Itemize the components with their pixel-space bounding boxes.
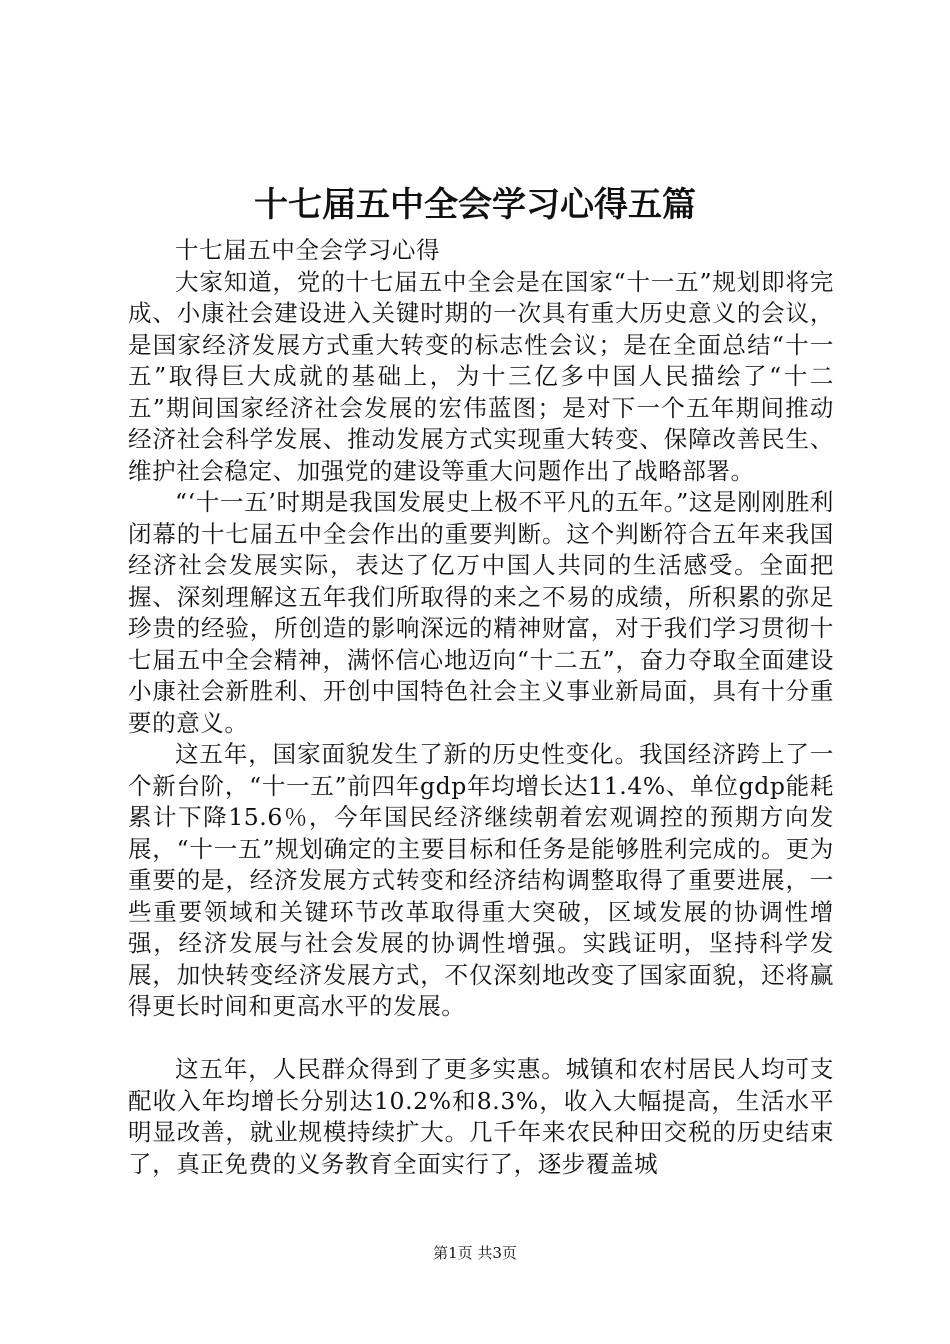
section-heading: 十七届五中全会学习心得 (175, 236, 441, 264)
paragraph: 大家知道，党的十七届五中全会是在国家“十一五”规划即将完成、小康社会建设进入关键时期的一次具有重大历史意义的会议，是国家经济发展方式重大转变的标志性会议；是在全面总结“十一五”取得巨大成就的基础上，为十三亿多中国人民描绘了“十二五”期间国家经济社会发展的宏伟蓝图；是对下一个五年期间推动经济社会科学发展、推动发展方式实现重大转变、保障改善民生、维护社会稳定、加强党的建设等重大问题作出了战略部署。 (128, 267, 834, 485)
page-footer: 第1页 共3页 (433, 1244, 517, 1262)
paragraph: 这五年，人民群众得到了更多实惠。城镇和农村居民人均可支配收入年均增长分别达10.2%和8.3%，收入大幅提高，生活水平明显改善，就业规模持续扩大。几千年来农民种田交税的历史结束了，真正免费的义务教育全面实行了，逐步覆盖城 (128, 1055, 834, 1178)
paragraph: “‘十一五’时期是我国发展史上极不平凡的五年。”这是刚刚胜利闭幕的十七届五中全会作出的重要判断。这个判断符合五年来我国经济社会发展实际，表达了亿万中国人共同的生活感受。全面把握、深刻理解这五年我们所取得的来之不易的成绩，所积累的弥足珍贵的经验，所创造的影响深远的精神财富，对于我们学习贯彻十七届五中全会精神，满怀信心地迈向“十二五”，奋力夺取全面建设小康社会新胜利、开创中国特色社会主义事业新局面，具有十分重要的意义。 (128, 488, 834, 737)
paragraph: 这五年，国家面貌发生了新的历史性变化。我国经济跨上了一个新台阶，“十一五”前四年gdp年均增长达11.4%、单位gdp能耗累计下降15.6％，今年国民经济继续朝着宏观调控的预期方向发展，“十一五”规划确定的主要目标和任务是能够胜利完成的。更为重要的是，经济发展方式转变和经济结构调整取得了重要进展，一些重要领域和关键环节改革取得重大突破，区域发展的协调性增强，经济发展与社会发展的协调性增强。实践证明，坚持科学发展，加快转变经济发展方式，不仅深刻地改变了国家面貌，还将赢得更长时间和更高水平的发展。 (128, 740, 834, 1020)
document-body (128, 235, 834, 1180)
document-title: 十七届五中全会学习心得五篇 (254, 185, 696, 225)
